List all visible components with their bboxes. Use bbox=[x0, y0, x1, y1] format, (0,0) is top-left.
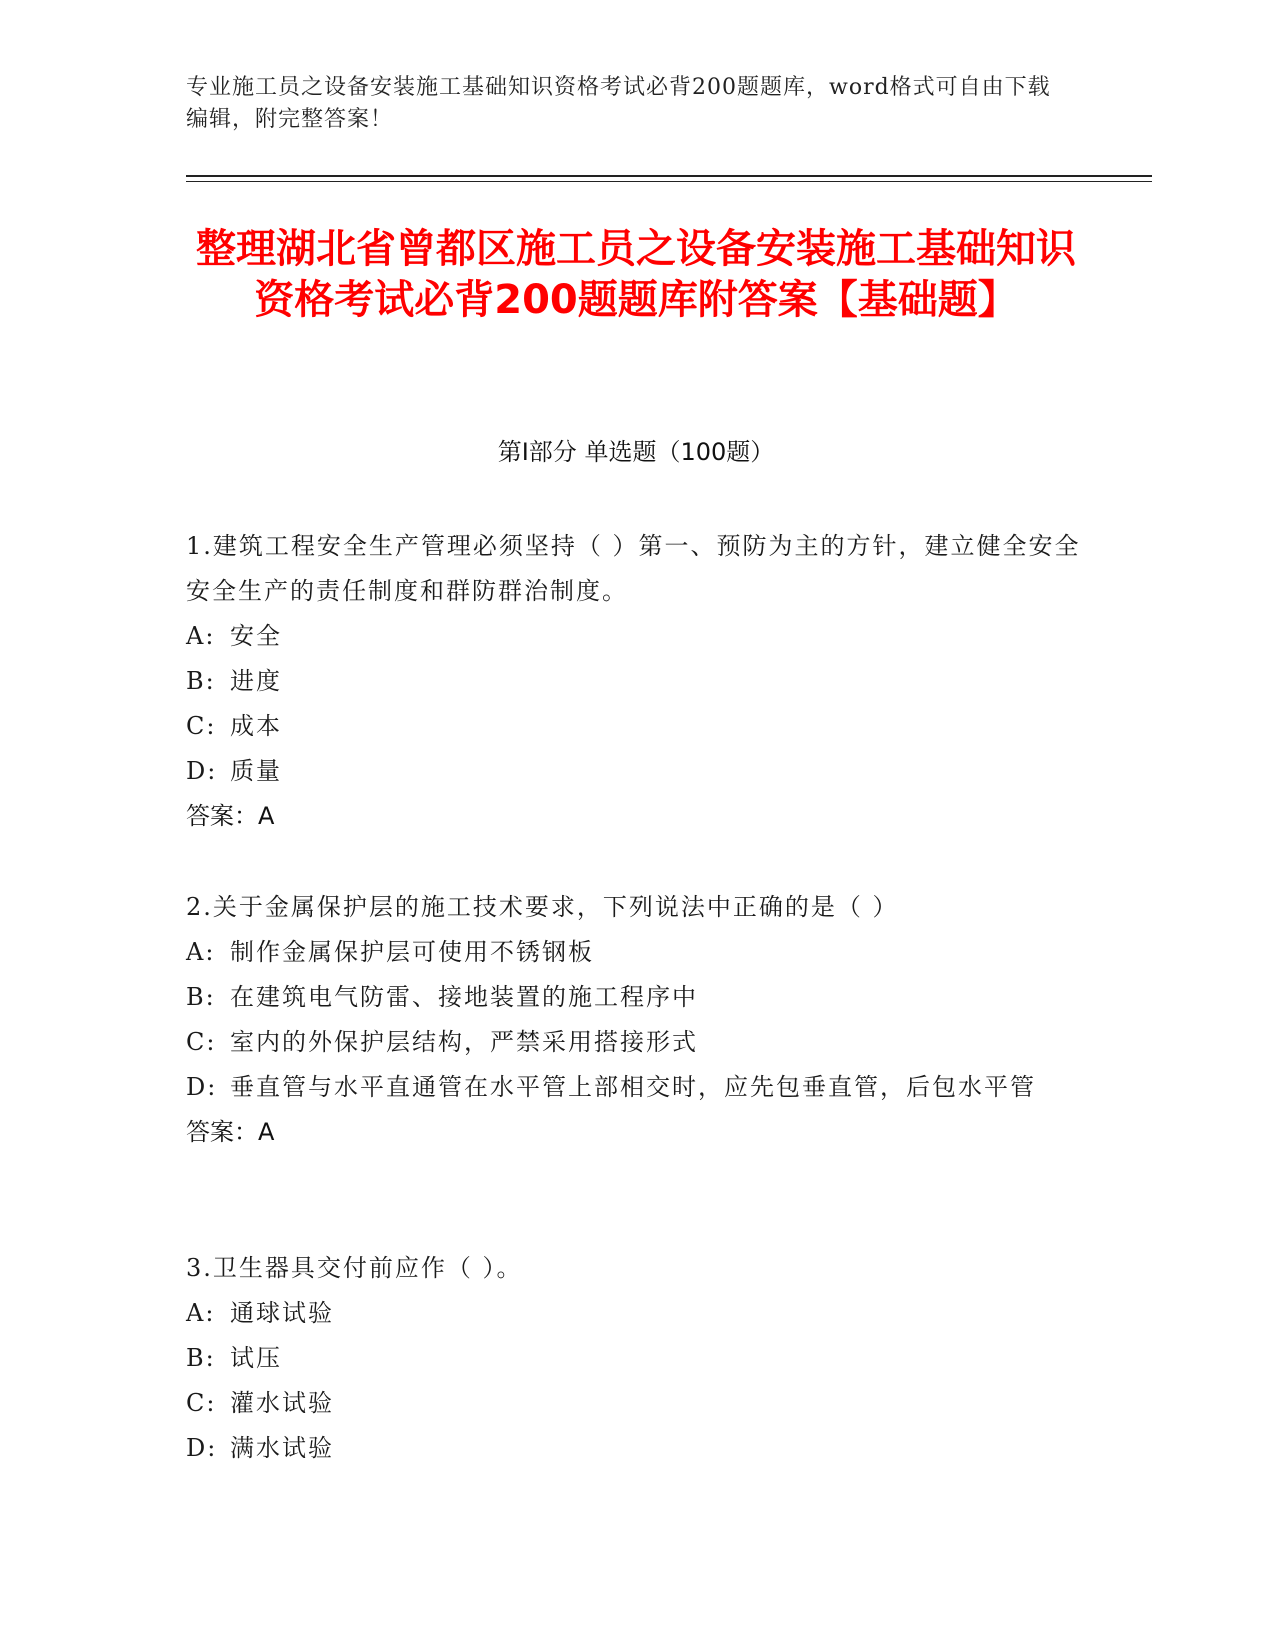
option-d bbox=[186, 749, 1086, 794]
answer: 答案：A bbox=[186, 802, 275, 830]
option-text: 制作金属保护层可使用不锈钢板 bbox=[230, 938, 594, 966]
option-text: 室内的外保护层结构，严禁采用搭接形式 bbox=[230, 1028, 698, 1056]
option-key: A: bbox=[186, 622, 216, 650]
document-title: 整理湖北省曾都区施工员之设备安装施工基础知识资格考试必背200题题库附答案【基础题】 bbox=[196, 226, 1076, 323]
option-key: C: bbox=[186, 1028, 217, 1056]
option-key: A: bbox=[186, 938, 216, 966]
option-c bbox=[186, 1020, 1086, 1065]
option-key: B: bbox=[186, 1344, 216, 1372]
option-text: 进度 bbox=[230, 667, 282, 695]
option-b bbox=[186, 975, 1086, 1020]
option-key: B: bbox=[186, 667, 216, 695]
option-a bbox=[186, 1291, 1086, 1336]
option-text: 满水试验 bbox=[230, 1434, 334, 1462]
question-stem: 3.卫生器具交付前应作（ ）。 bbox=[186, 1254, 523, 1282]
question-1 bbox=[186, 524, 1086, 839]
option-text: 试压 bbox=[230, 1344, 282, 1372]
question-stem: 2.关于金属保护层的施工技术要求，下列说法中正确的是（ ） bbox=[186, 893, 899, 921]
option-text: 安全 bbox=[230, 622, 282, 650]
header-divider-thick bbox=[186, 175, 1152, 177]
option-text: 通球试验 bbox=[230, 1299, 334, 1327]
option-text: 灌水试验 bbox=[230, 1389, 334, 1417]
option-d bbox=[186, 1426, 1086, 1471]
option-b bbox=[186, 1336, 1086, 1381]
option-key: A: bbox=[186, 1299, 216, 1327]
question-3 bbox=[186, 1246, 1086, 1471]
option-key: D: bbox=[186, 1434, 218, 1462]
option-a bbox=[186, 930, 1086, 975]
option-text: 成本 bbox=[230, 712, 282, 740]
option-text: 垂直管与水平直通管在水平管上部相交时，应先包垂直管，后包水平管 bbox=[230, 1073, 1036, 1101]
option-key: B: bbox=[186, 983, 216, 1011]
option-c bbox=[186, 704, 1086, 749]
option-a bbox=[186, 614, 1086, 659]
answer: 答案：A bbox=[186, 1118, 275, 1146]
header-note: 专业施工员之设备安装施工基础知识资格考试必背200题题库，word格式可自由下载编辑，附完整答案！ bbox=[186, 75, 1051, 132]
header-divider-thin bbox=[186, 181, 1152, 182]
option-text: 在建筑电气防雷、接地装置的施工程序中 bbox=[230, 983, 698, 1011]
question-stem: 1.建筑工程安全生产管理必须坚持（ ）第一、预防为主的方针，建立健全安全安全生产的责任制度和群防群治制度。 bbox=[186, 532, 1081, 605]
option-key: D: bbox=[186, 757, 218, 785]
option-d bbox=[186, 1065, 1086, 1110]
question-2 bbox=[186, 885, 1086, 1155]
option-c bbox=[186, 1381, 1086, 1426]
option-key: C: bbox=[186, 712, 217, 740]
option-key: C: bbox=[186, 1389, 217, 1417]
option-text: 质量 bbox=[230, 757, 282, 785]
option-b bbox=[186, 659, 1086, 704]
option-key: D: bbox=[186, 1073, 218, 1101]
section-heading: 第Ⅰ部分 单选题（100题） bbox=[497, 438, 775, 466]
